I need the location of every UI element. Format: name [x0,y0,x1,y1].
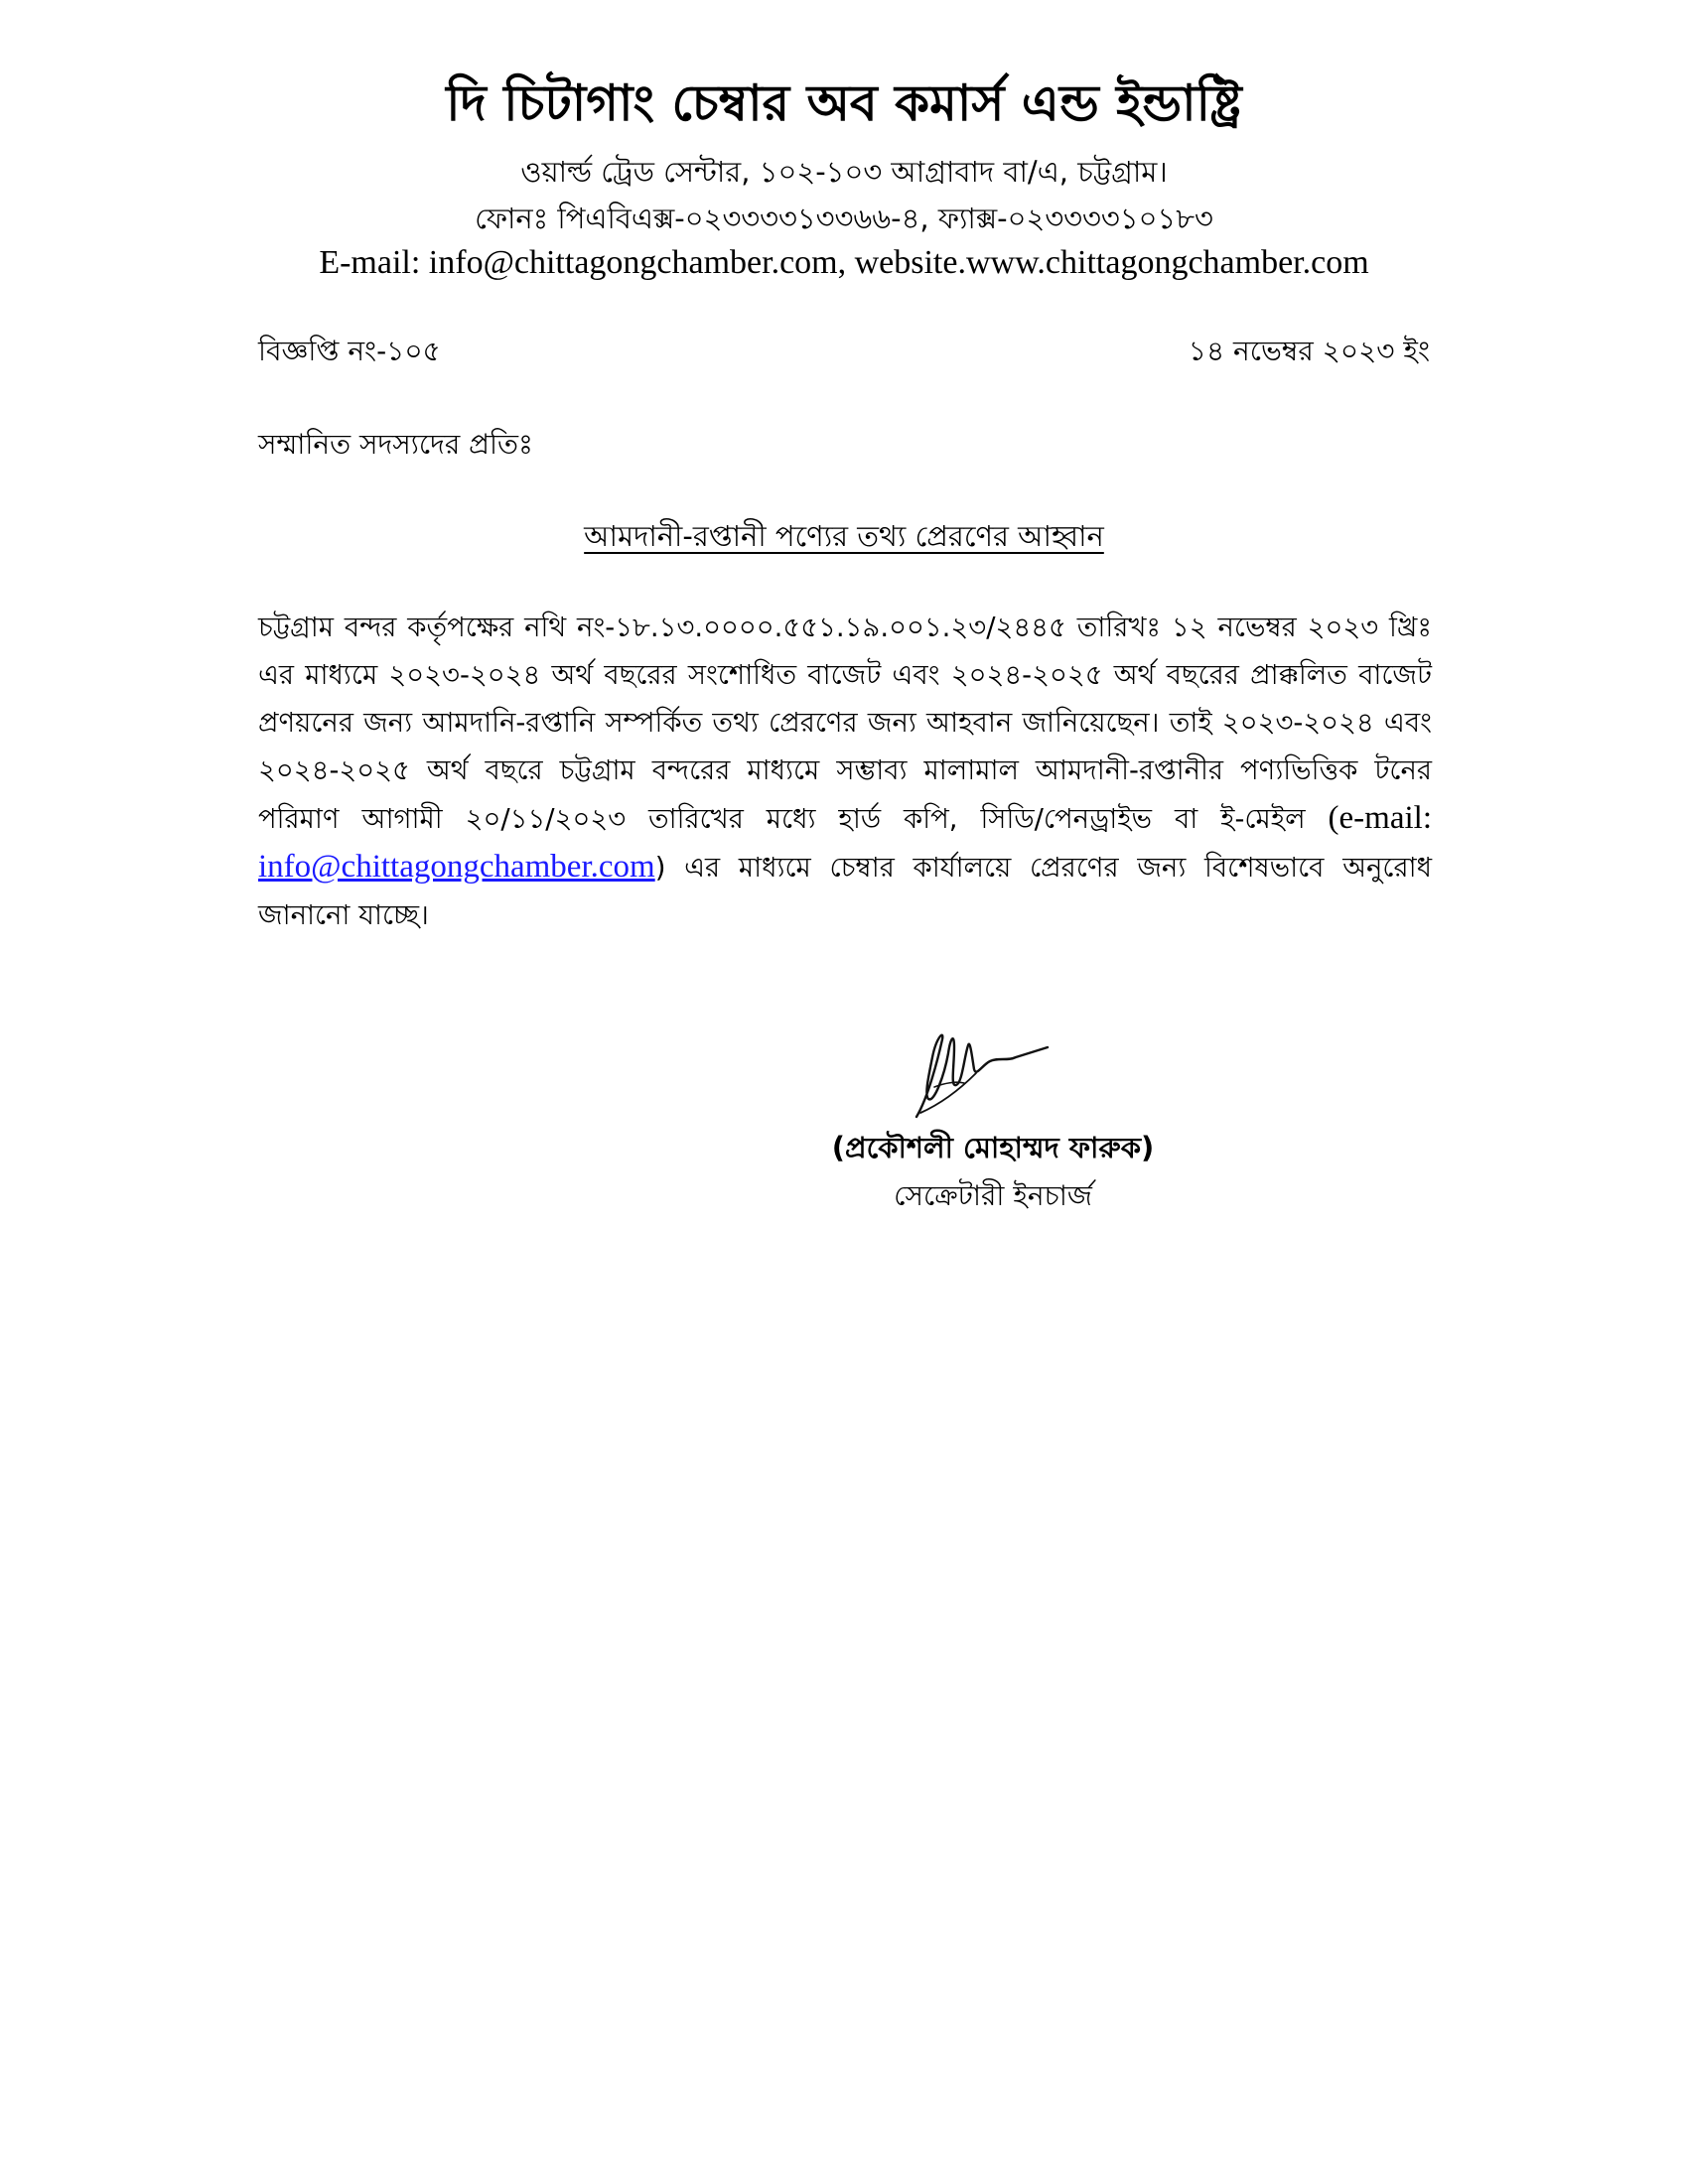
subject-line [0,516,1688,556]
signatory-title: সেক্রেটারী ইনচার্জ [894,1179,1092,1212]
organization-email-website: E-mail: info@chittagongchamber.com, website.www.chittagongchamber.com [319,244,1369,281]
organization-name: দি চিটাগাং চেম্বার অব কমার্স এন্ড ইন্ডাষ্ট্রি [446,74,1242,132]
email-prefix: (e-mail: [1328,800,1432,836]
subject-text: আমদানী-রপ্তানী পণ্যের তথ্য প্রেরণের আহ্বান [584,519,1104,553]
signatory-name: (প্রকৌশলী মোহাম্মদ ফারুক) [831,1131,1155,1164]
salutation: সম্মানিত সদস্যদের প্রতিঃ [258,428,533,461]
notice-body [258,604,1432,939]
notice-number: বিজ্ঞপ্তি নং-১০৫ [258,335,441,367]
signature-image [899,1018,1057,1127]
organization-address: ওয়ার্ল্ড ট্রেড সেন্টার, ১০২-১০৩ আগ্রাবাদ বা/এ, চট্টগ্রাম। [520,155,1168,189]
body-text-end: ) এর মাধ্যমে চেম্বার কার্যালয়ে প্রেরণের জন্য বিশেষভাবে অনুরোধ জানানো যাচ্ছে। [258,852,1432,931]
notice-date: ১৪ নভেম্বর ২০২৩ ইং [1188,335,1430,367]
organization-phone-fax: ফোনঃ পিএবিএক্স-০২৩৩৩৩১৩৩৬৬-৪, ফ্যাক্স-০২৩৩৩৩১০১৮৩ [475,202,1213,235]
email-link[interactable]: info@chittagongchamber.com [258,849,655,885]
body-text-main: চট্টগ্রাম বন্দর কর্তৃপক্ষের নথি নং-১৮.১৩.০০০০.৫৫১.১৯.০০১.২৩/২৪৪৫ তারিখঃ ১২ নভেম্বর ২০২৩ খ্রিঃ এর মাধ্যমে ২০২৩-২০২৪ অর্থ বছরের সংশোধিত বাজেট এবং ২০২৪-২০২৫ অর্থ বছরের প্রাক্কলিত বাজেট প্রণয়নের জন্য আমদানি-রপ্তানি সম্পর্কিত তথ্য প্রেরণের জন্য আহবান জানিয়েছেন। তাই ২০২৩-২০২৪ এবং ২০২৪-২০২৫ অর্থ বছরে চট্টগ্রাম বন্দরের মাধ্যমে সম্ভাব্য মালামাল আমদানী-রপ্তানীর পণ্যভিত্তিক টনের পরিমাণ আগামী ২০/১১/২০২৩ তারিখের মধ্যে হার্ড কপি, সিডি/পেনড্রাইভ বা ই-মেইল [258,612,1432,835]
